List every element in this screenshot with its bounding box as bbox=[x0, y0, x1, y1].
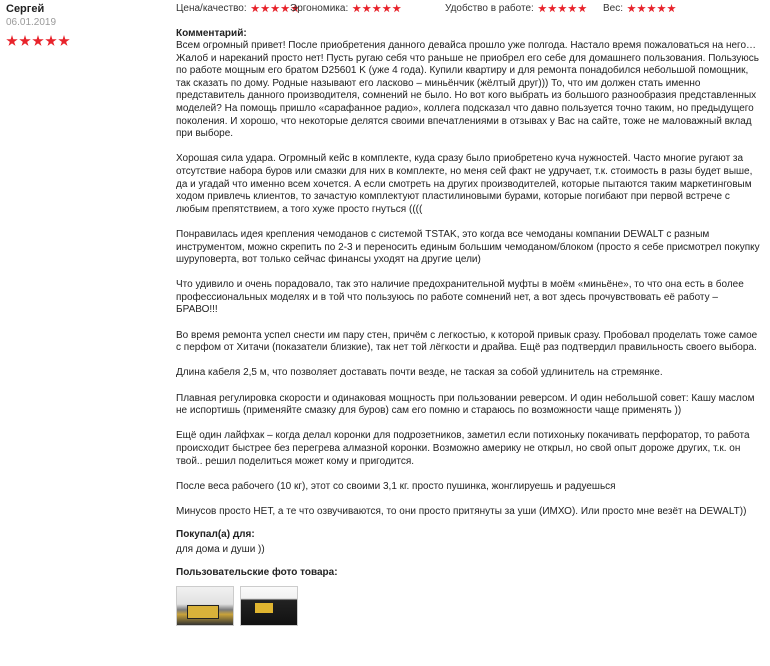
review-author-block bbox=[6, 3, 166, 47]
star-icon bbox=[271, 4, 280, 13]
star-icon bbox=[372, 4, 381, 13]
star-icon bbox=[352, 4, 361, 13]
star-icon bbox=[538, 4, 547, 13]
star-icon bbox=[558, 4, 567, 13]
rating-label: Вес: bbox=[603, 3, 624, 14]
star-icon bbox=[647, 4, 656, 13]
purchase-label: Покупал(а) для: bbox=[176, 528, 255, 540]
review-date: 06.01.2019 bbox=[6, 17, 57, 28]
comment-paragraph: Всем огромный привет! После приобретения данного девайса прошло уже полгода. Настало время пожаловаться на него… Жалоб и нареканий просто нет! Пусть ругаю себя что раньше не приобрел его себе для домашнего пользования. Пользуюсь по работе мощным его братом D25601 K (уже 4 года). Купили квартиру и для ремонта понадобился небольшой помощник, так сказать по дому. Родные называют его ласково – миньёнчик (жёлтый друг))) То, что им должен стать именно представитель данного производителя, сомнений не было. Но вот кого выбрать из большого разнообразия представленных моделей? На помощь пришло «сарафанное радио», коллега подсказал что давно пользуется точно таким, но предыдущего поколения. И хорошо, что некоторые делятся своими впечатлениями в отзывах у Вас на сайте, тоже не маловажный вклад при выборе. bbox=[176, 40, 759, 140]
star-icon bbox=[45, 35, 57, 47]
star-icon bbox=[657, 4, 666, 13]
rating-stars bbox=[538, 4, 587, 13]
rating-weight bbox=[603, 3, 676, 14]
overall-rating-stars bbox=[6, 35, 166, 47]
star-icon bbox=[667, 4, 676, 13]
comment-paragraph: Хорошая сила удара. Огромный кейс в комплекте, куда сразу было приобретено куча нужностей. Часто многие ругают за отсутствие набора буров или смазки для них в комплекте, но меня сей факт не удручает, т.к. стоимость в разы будет выше, да и угадай что именно всем хочется. А если смотреть на других производителей, которые пытаются таким маркетинговым ходом привлечь клиентов, то зачастую комплектуют пластилиновыми бурами, которые погибают при первой встрече с любым препятствием, а того хуже просто гнуться (((( bbox=[176, 153, 753, 215]
rating-stars bbox=[627, 4, 676, 13]
rating-usability bbox=[445, 3, 587, 14]
rating-label: Удобство в работе: bbox=[445, 3, 534, 14]
purchase-block bbox=[176, 529, 760, 557]
comment-paragraph: Ещё один лайфхак – когда делал коронки для подрозетников, заметил если потихоньку покачивать перфоратор, то работа происходит быстрее без перегрева алмазной коронки. Возможно америку не открыл, но свой опыт дороже других, т.к. он твой.. решил поделиться может кому и пригодится. bbox=[176, 430, 750, 467]
comment-paragraph: Что удивило и очень порадовало, так это наличие предохранительной муфты в моём «миньёне», то что она есть в более профессиональных моделях и в той что пользуюсь по работе сомнений нет, а вот здесь прочувствовать её работу – БРАВО!!! bbox=[176, 279, 744, 316]
comment-paragraph: Длина кабеля 2,5 м, что позволяет доставать почти везде, не таская за собой удлинитель на стремянке. bbox=[176, 367, 663, 379]
star-icon bbox=[548, 4, 557, 13]
star-icon bbox=[32, 35, 44, 47]
star-icon bbox=[637, 4, 646, 13]
comment-paragraph: Понравилась идея крепления чемоданов с системой TSTAK, это когда все чемоданы компании DEWALT с разным инструментом, можно скрепить по 2-3 и переносить единым большим чемоданом/блоком (просто я себе присмотрел покупку шуруповерта, вот только сейчас финансы уходят на другие цели) bbox=[176, 228, 760, 266]
rating-ergonomics bbox=[290, 3, 401, 14]
star-icon bbox=[58, 35, 70, 47]
rating-stars bbox=[352, 4, 401, 13]
rating-price-quality bbox=[176, 3, 300, 14]
comment-paragraph: Во время ремонта успел снести им пару стен, причём с легкостью, к которой привык сразу. Пробовал проделать тоже самое с перфом от Хитачи (показатели близкие), так нет той лёгкости и драйва. Ещё раз подтвердил правильность своего выбора. bbox=[176, 329, 758, 354]
review-content bbox=[176, 27, 760, 626]
user-photo-thumbnail-2[interactable] bbox=[240, 586, 298, 626]
purchase-value: для дома и души )) bbox=[176, 544, 265, 556]
comment-paragraph: Плавная регулировка скорости и одинаковая мощность при пользовании реверсом. И один небольшой совет: Кашу маслом не испортишь (применяйте смазку для буров) сам его помню и стараюсь по возможности чаще применять )) bbox=[176, 392, 755, 417]
photo-thumbnails bbox=[176, 586, 760, 626]
user-photo-thumbnail-1[interactable] bbox=[176, 586, 234, 626]
photos-label: Пользовательские фото товара: bbox=[176, 566, 338, 578]
star-icon bbox=[568, 4, 577, 13]
star-icon bbox=[392, 4, 401, 13]
rating-label: Эргономика: bbox=[290, 3, 349, 14]
star-icon bbox=[6, 35, 18, 47]
comment-body bbox=[176, 40, 760, 519]
comment-paragraph: Минусов просто НЕТ, а те что озвучиваются, то они просто притянуты за уши (ИМХО). Или просто мне везёт на DEWALT)) bbox=[176, 505, 747, 517]
star-icon bbox=[251, 4, 260, 13]
star-icon bbox=[362, 4, 371, 13]
star-icon bbox=[19, 35, 31, 47]
photos-block bbox=[176, 567, 760, 627]
comment-paragraph: После веса рабочего (10 кг), этот со своими 3,1 кг. просто пушинка, жонглируешь и радуешься bbox=[176, 480, 616, 492]
star-icon bbox=[627, 4, 636, 13]
star-icon bbox=[578, 4, 587, 13]
star-icon bbox=[281, 4, 290, 13]
star-icon bbox=[382, 4, 391, 13]
comment-heading: Комментарий: bbox=[176, 28, 247, 39]
author-name: Сергей bbox=[6, 3, 45, 15]
star-icon bbox=[261, 4, 270, 13]
rating-label: Цена/качество: bbox=[176, 3, 247, 14]
